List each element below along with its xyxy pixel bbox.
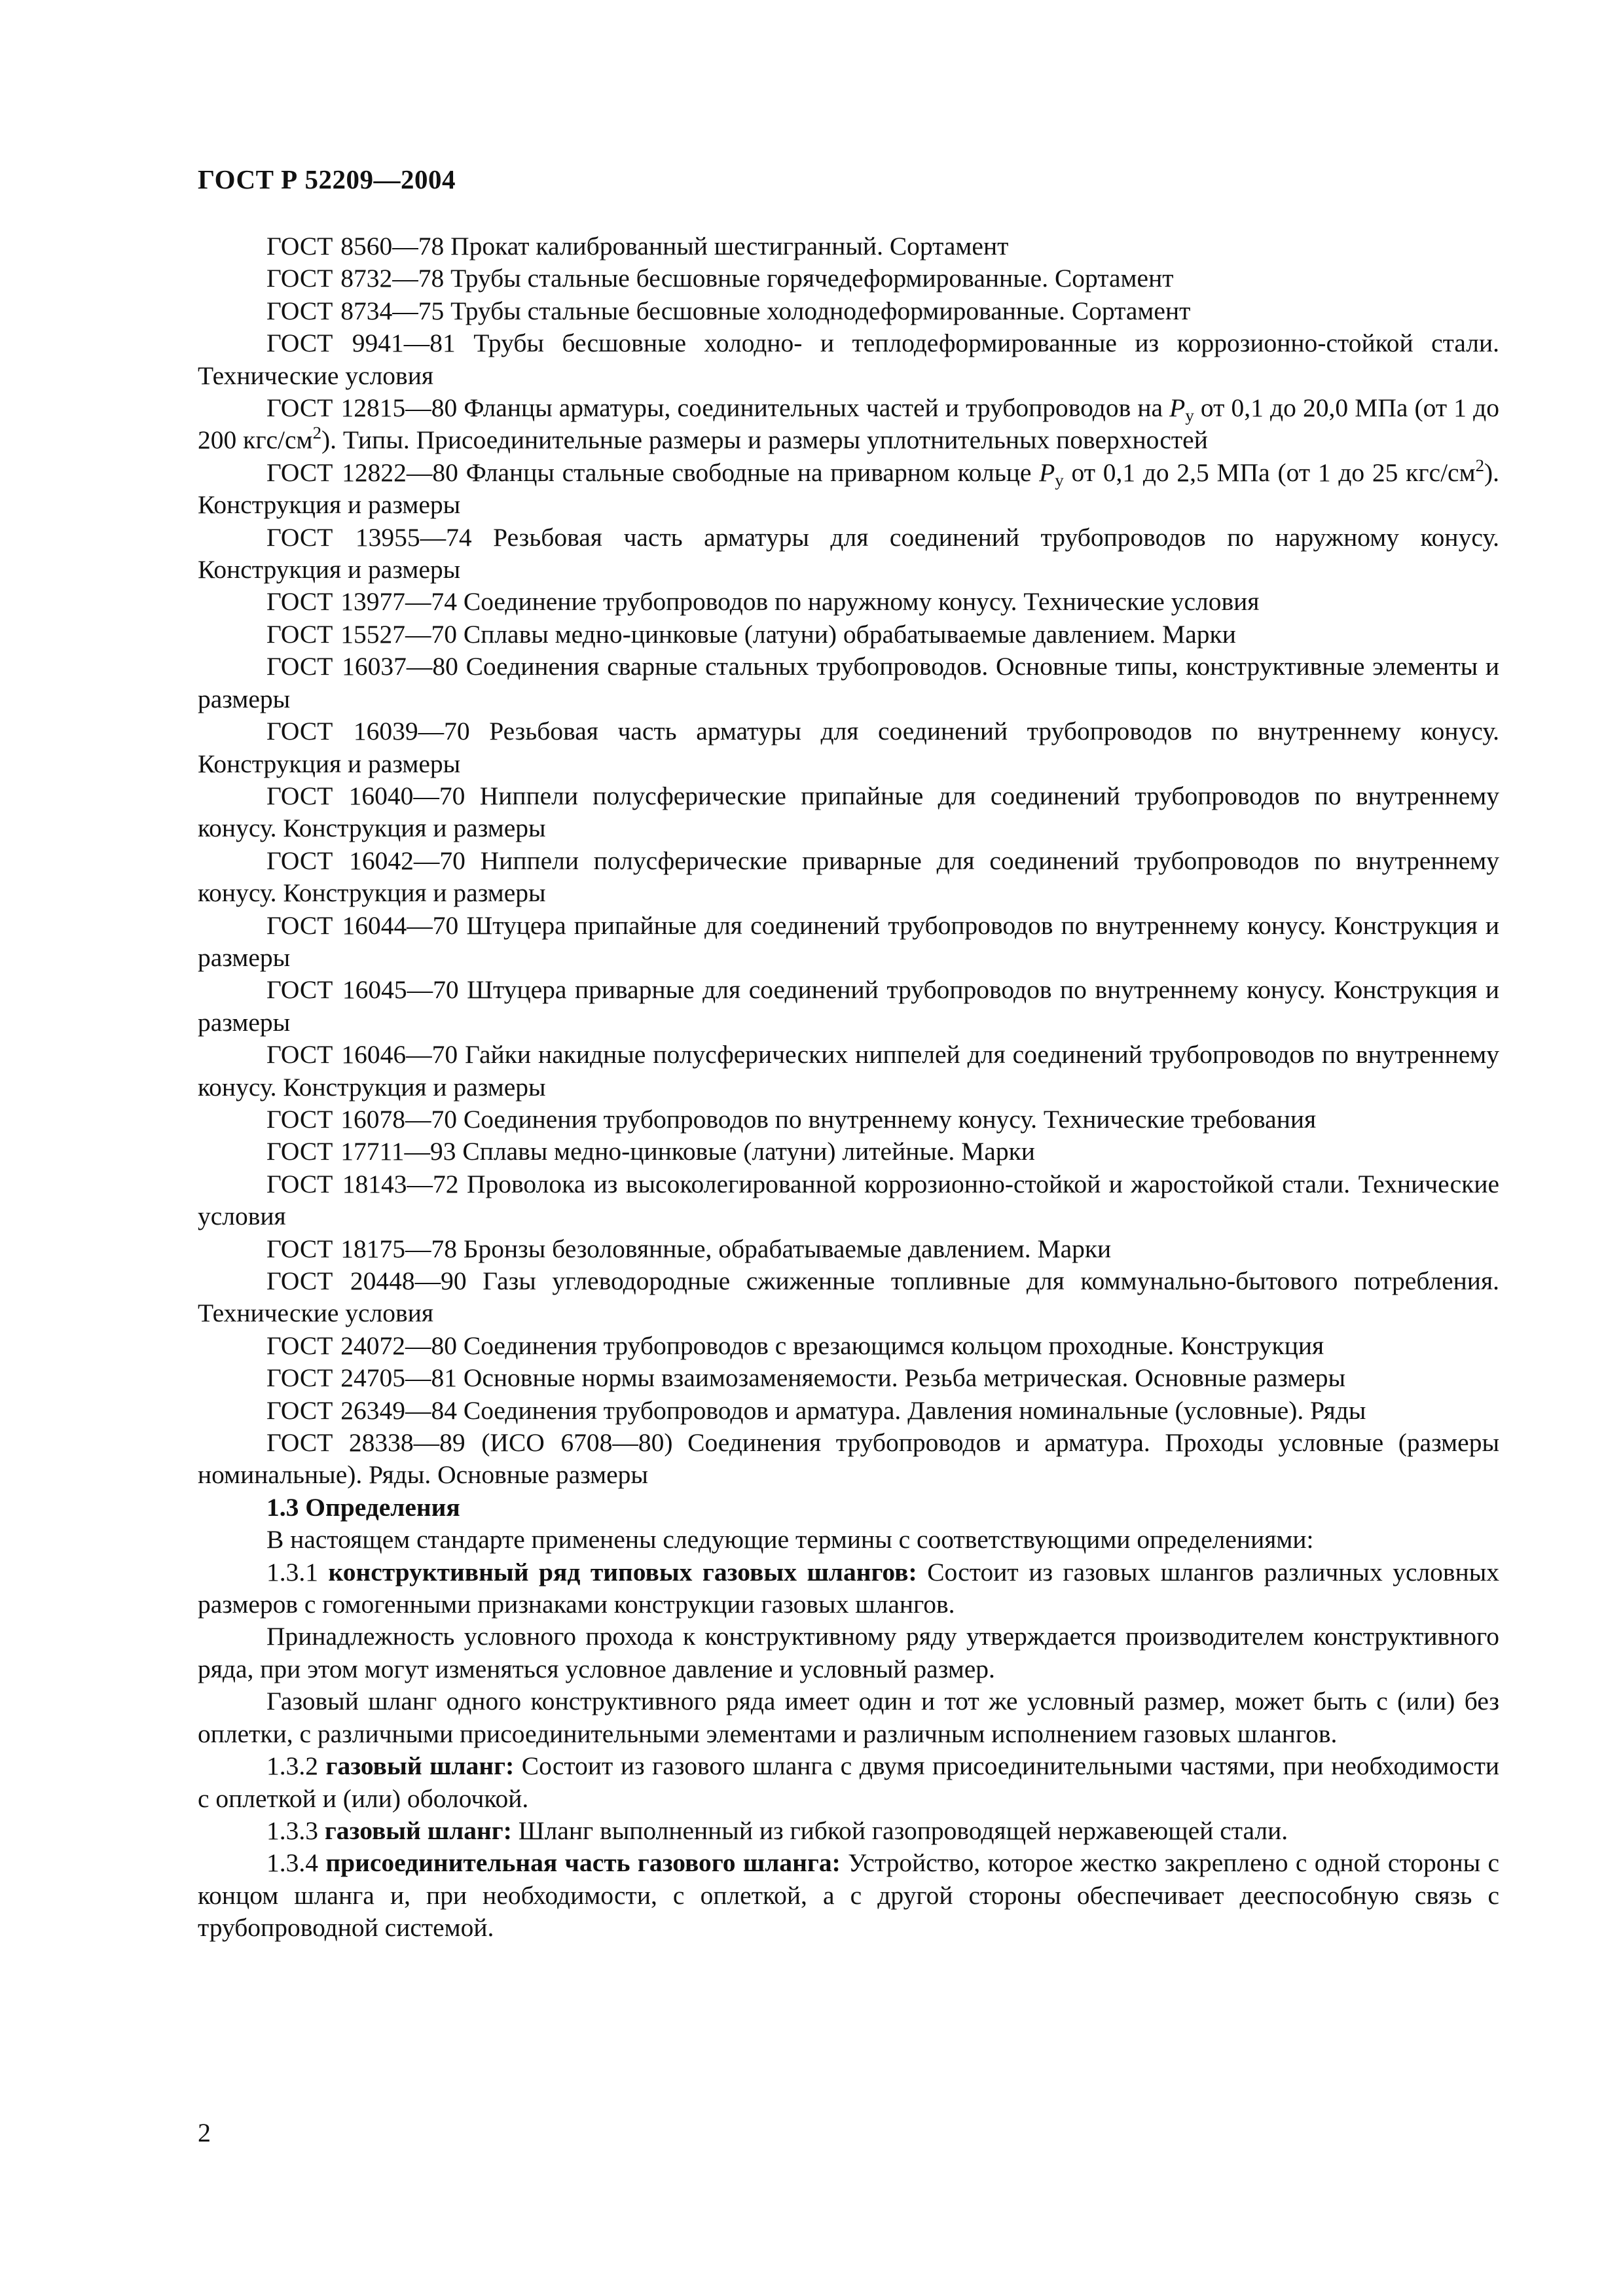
definition-text: Шланг выполненный из гибкой газопроводящей нержавеющей стали. <box>518 1816 1288 1845</box>
ref-code: ГОСТ 16045—70 <box>266 975 459 1005</box>
ref-title: Соединения трубопроводов с врезающимся кольцом проходные. Конструкция <box>463 1331 1324 1360</box>
definition-item <box>198 1847 1499 1944</box>
definition-number: 1.3.1 <box>266 1557 318 1587</box>
ref-item <box>198 522 1499 586</box>
ref-title: Штуцера припайные для соединений трубопроводов по внутреннему конусу. Конструкция и размеры <box>198 910 1500 972</box>
ref-title: Соединение трубопроводов по наружному конусу. Технические условия <box>463 587 1260 617</box>
ref-title: Соединения трубопроводов и арматура. Давления номинальные (условные). Ряды <box>463 1395 1366 1425</box>
ref-item <box>198 974 1499 1039</box>
ref-code: ГОСТ 16078—70 <box>266 1104 457 1134</box>
definition-text: Устройство, которое жестко закреплено с одной стороны с концом шланга и, при необходимости, с оплеткой, а с другой стороны обеспечивает дееспособную связь с трубопроводной системой. <box>198 1848 1500 1943</box>
ref-code: ГОСТ 16037—80 <box>266 652 458 681</box>
definition-term: газовый шланг: <box>324 1816 512 1845</box>
ref-title: Основные нормы взаимозаменяемости. Резьба метрическая. Основные размеры <box>463 1363 1346 1393</box>
ref-item <box>198 1233 1499 1265</box>
ref-title: Резьбовая часть арматуры для соединений трубопроводов по внутреннему конусу. Конструкция и размеры <box>198 717 1499 778</box>
ref-item <box>198 1103 1499 1136</box>
pressure-symbol: P <box>1039 457 1055 487</box>
ref-title: Трубы бесшовные холодно- и теплодеформированные из коррозионно-стойкой стали. Технические условия <box>198 329 1500 390</box>
ref-code: ГОСТ 12815—80 <box>266 393 458 423</box>
ref-code: ГОСТ 26349—84 <box>266 1395 457 1425</box>
ref-title-part: Фланцы стальные свободные на приварном кольце <box>465 457 1032 487</box>
unit-superscript: 2 <box>312 423 321 443</box>
ref-title: Прокат калиброванный шестигранный. Сортамент <box>450 232 1009 260</box>
ref-code: ГОСТ 28338—89 (ИСО 6708—80) <box>266 1428 673 1458</box>
unit-superscript: 2 <box>1475 456 1485 476</box>
ref-code: ГОСТ 8732—78 <box>266 264 445 293</box>
definition-number: 1.3.2 <box>266 1751 318 1781</box>
ref-item <box>198 392 1499 457</box>
ref-item <box>198 327 1499 392</box>
ref-item <box>198 1362 1499 1394</box>
ref-code: ГОСТ 24072—80 <box>266 1331 457 1360</box>
ref-item <box>198 1330 1499 1362</box>
ref-code: ГОСТ 16040—70 <box>266 781 465 810</box>
section-intro: В настоящем стандарте применены следующие термины с соответствующими определениями: <box>266 1525 1314 1554</box>
ref-title: Ниппели полусферические приварные для соединений трубопроводов по внутреннему конусу. Конструкция и размеры <box>198 846 1499 908</box>
definition-text: Состоит из газового шланга с двумя присоединительными частями, при необходимости с оплеткой и (или) оболочкой. <box>198 1751 1500 1813</box>
ref-title: Соединения трубопроводов по внутреннему конусу. Технические требования <box>463 1104 1317 1134</box>
ref-item <box>198 1039 1499 1103</box>
ref-code: ГОСТ 16044—70 <box>266 910 459 940</box>
ref-title: Трубы стальные бесшовные холоднодеформированные. Сортамент <box>450 296 1191 325</box>
ref-code: ГОСТ 9941—81 <box>266 329 456 358</box>
pressure-symbol: P <box>1169 393 1186 423</box>
definition-number: 1.3.4 <box>266 1848 318 1878</box>
pressure-subscript: у <box>1055 470 1064 490</box>
ref-title: Соединения трубопроводов и арматура. Проходы условные (размеры номинальные). Ряды. Основные размеры <box>198 1428 1499 1490</box>
ref-code: ГОСТ 8734—75 <box>266 296 445 325</box>
ref-item <box>198 230 1499 262</box>
ref-code: ГОСТ 18175—78 <box>266 1234 457 1263</box>
ref-title: Штуцера приварные для соединений трубопроводов по внутреннему конусу. Конструкция и размеры <box>198 975 1499 1037</box>
ref-code: ГОСТ 18143—72 <box>266 1169 459 1198</box>
paragraph: Принадлежность условного прохода к конструктивному ряду утверждается производителем конструктивного ряда, при этом могут изменяться условное давление и условный размер. <box>198 1622 1499 1683</box>
ref-title: Газы углеводородные сжиженные топливные для коммунально-бытового потребления. Технические условия <box>198 1266 1499 1328</box>
ref-code: ГОСТ 16042—70 <box>266 846 465 875</box>
ref-code: ГОСТ 13977—74 <box>266 587 457 617</box>
ref-item <box>198 845 1499 910</box>
ref-code: ГОСТ 15527—70 <box>266 619 457 649</box>
ref-item <box>198 715 1499 780</box>
ref-title: Гайки накидные полусферических ниппелей для соединений трубопроводов по внутреннему конусу. Конструкция и размеры <box>198 1040 1499 1102</box>
ref-item <box>198 1265 1499 1330</box>
pressure-subscript: у <box>1185 405 1194 425</box>
definition-term: газовый шланг: <box>325 1751 515 1781</box>
ref-title-part: Фланцы арматуры, соединительных частей и трубопроводов на <box>464 393 1163 423</box>
ref-item <box>198 780 1499 845</box>
ref-item <box>198 1395 1499 1427</box>
ref-code: ГОСТ 12822—80 <box>266 457 458 487</box>
definition-text: Состоит из газовых шлангов различных условных размеров с гомогенными признаками конструкции газовых шлангов. <box>198 1557 1500 1619</box>
ref-item <box>198 651 1499 715</box>
ref-title: Проволока из высоколегированной коррозионно-стойкой и жаростойкой стали. Технические условия <box>198 1169 1499 1231</box>
section-heading: 1.3 Определения <box>266 1492 460 1522</box>
ref-item <box>198 910 1499 975</box>
definition-term: присоединительная часть газового шланга: <box>325 1848 841 1878</box>
document-body <box>198 230 1499 1945</box>
ref-code: ГОСТ 20448—90 <box>266 1266 467 1295</box>
ref-item <box>198 586 1499 618</box>
ref-code: ГОСТ 16039—70 <box>266 717 470 746</box>
ref-title: Ниппели полусферические припайные для соединений трубопроводов по внутреннему конусу. Конструкция и размеры <box>198 781 1499 843</box>
definition-item <box>198 1815 1499 1847</box>
page-number: 2 <box>198 2118 211 2147</box>
ref-code: ГОСТ 24705—81 <box>266 1363 457 1393</box>
ref-item <box>198 619 1499 651</box>
definition-item <box>198 1556 1499 1621</box>
ref-code: ГОСТ 16046—70 <box>266 1040 458 1069</box>
ref-title: Соединения сварные стальных трубопроводов. Основные типы, конструктивные элементы и размеры <box>198 652 1499 713</box>
ref-title: Сплавы медно-цинковые (латуни) литейные. Марки <box>462 1137 1035 1166</box>
ref-title: Бронзы безоловянные, обрабатываемые давлением. Марки <box>463 1234 1112 1263</box>
ref-item <box>198 457 1499 522</box>
ref-item <box>198 262 1499 295</box>
ref-code: ГОСТ 13955—74 <box>266 522 472 552</box>
ref-item <box>198 1427 1499 1492</box>
definition-number: 1.3.3 <box>266 1816 318 1845</box>
paragraph: Газовый шланг одного конструктивного ряда имеет один и тот же условный размер, может быть с (или) без оплетки, с различными присоединительными элементами и различным исполнением газовых шлангов. <box>198 1687 1499 1748</box>
ref-title-part: ). Типы. Присоединительные размеры и размеры уплотнительных поверхностей <box>321 425 1208 455</box>
ref-code: ГОСТ 17711—93 <box>266 1137 456 1166</box>
ref-title: Резьбовая часть арматуры для соединений трубопроводов по наружному конусу. Конструкция и размеры <box>198 522 1499 584</box>
ref-item <box>198 1136 1499 1168</box>
ref-title: Сплавы медно-цинковые (латуни) обрабатываемые давлением. Марки <box>463 619 1236 649</box>
ref-title-part: от 0,1 до 20,0 МПа (от 1 до 200 кгс/см <box>198 393 1499 455</box>
definition-item <box>198 1750 1499 1815</box>
ref-code: ГОСТ 8560—78 <box>266 232 445 260</box>
ref-title-part: от 0,1 до 2,5 МПа (от 1 до 25 кгс/см <box>1071 457 1476 487</box>
definition-term: конструктивный ряд типовых газовых шлангов: <box>328 1557 917 1587</box>
ref-item <box>198 1168 1499 1233</box>
page-header-doc-code: ГОСТ Р 52209—2004 <box>198 164 456 194</box>
ref-title: Трубы стальные бесшовные горячедеформированные. Сортамент <box>450 264 1174 293</box>
ref-item <box>198 295 1499 327</box>
ref-title-part: ). Конструкция и размеры <box>198 457 1500 520</box>
